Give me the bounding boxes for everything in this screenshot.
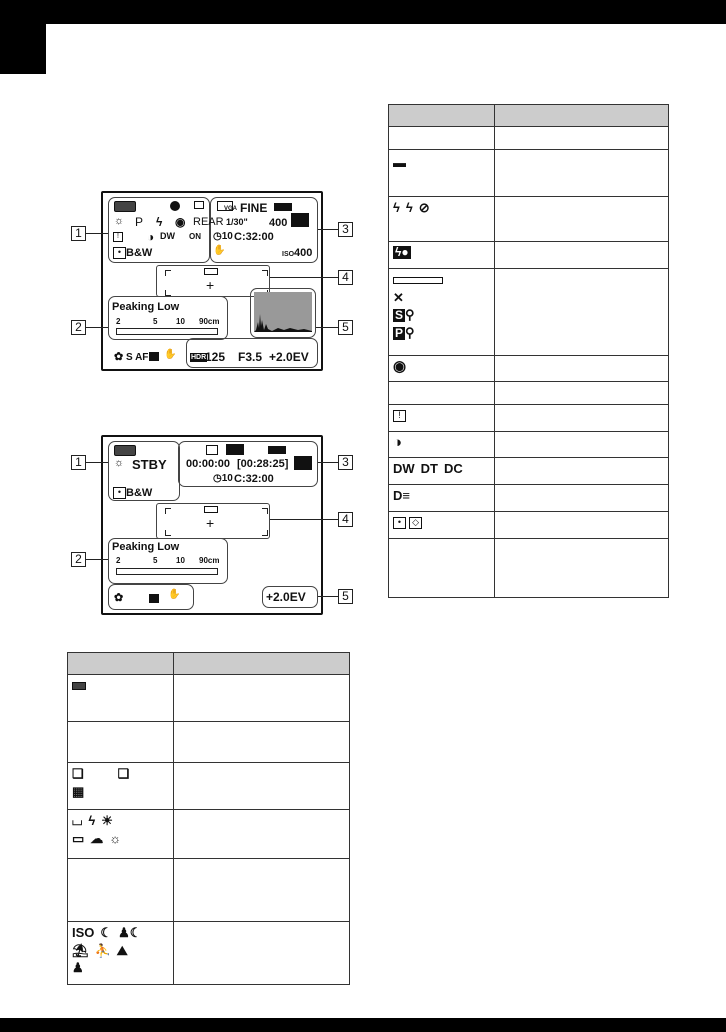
af-illuminator-icon: D≡ (393, 488, 410, 503)
focus-scale-5: 5 (153, 556, 158, 565)
memory-card-icon (294, 456, 312, 470)
af-mode: S AF (126, 352, 149, 363)
table-row (389, 539, 669, 598)
burst-icon (194, 201, 204, 209)
burst-icon: ❏ (117, 766, 130, 781)
white-balance-icon: ☼ (114, 457, 125, 469)
page-header-bar (0, 0, 726, 24)
spot-meter-icon: • (113, 487, 126, 499)
time-recorded: 00:00:00 (186, 458, 231, 470)
color-mode-icon: DC (444, 461, 463, 476)
metering-icon: ! (113, 232, 123, 242)
table-row (389, 512, 669, 539)
film-icon: ▦ (72, 783, 85, 799)
folder-icon (274, 203, 292, 211)
display-table-left (67, 652, 350, 985)
macro-icon: ✿ (114, 592, 124, 604)
battery-icon (72, 682, 86, 690)
magnifier-icon: ⚲ (405, 307, 415, 323)
leader-line (318, 462, 338, 463)
color-mode-icon: DT (420, 461, 439, 476)
center-meter-icon: ◇ (409, 517, 422, 529)
table-row (389, 269, 669, 356)
battery-icon (114, 201, 136, 212)
red-eye-icon: ◉ (393, 358, 407, 375)
leader-line (270, 519, 338, 520)
hdr-label: HDR (191, 354, 207, 361)
white-balance-icon: ☼ (114, 215, 125, 227)
callout-3: 3 (338, 222, 353, 237)
red-eye-icon: ◉ (175, 215, 186, 229)
table-row (68, 763, 350, 810)
table-row (68, 859, 350, 922)
table-row (389, 242, 669, 269)
table-row (389, 127, 669, 150)
sharpness-icon: ! (393, 410, 406, 422)
table-header (68, 653, 350, 675)
table-row (389, 197, 669, 242)
smart-zoom-icon: S (395, 308, 404, 323)
steady-shot-warning-icon: ✋ (213, 245, 226, 256)
image-quality: FINE (240, 201, 268, 215)
table-row (389, 382, 669, 405)
flash-charge-icon: ϟ● (395, 245, 409, 259)
twilight-portrait-icon: ♟☾ (118, 925, 142, 940)
metering-mode-icon (149, 594, 159, 603)
daylight-icon: ☼ (109, 830, 122, 846)
twilight-icon: ☾ (100, 925, 113, 940)
exposure-value: +2.0EV (269, 350, 309, 364)
af-frame-corner (165, 508, 171, 514)
callout-5: 5 (338, 589, 353, 604)
contrast-icon: ◑ (147, 230, 155, 244)
callout-1: 1 (71, 455, 86, 470)
table-row (68, 722, 350, 763)
crosshair-icon: + (206, 277, 215, 293)
camera-icon: ▬ (393, 155, 406, 170)
high-sensitivity-icon: ISO (72, 925, 95, 940)
flash-icon: ϟ (393, 200, 400, 215)
leader-line (318, 229, 338, 230)
shutter-speed: 1/30" (226, 217, 248, 227)
table-row (389, 150, 669, 197)
af-frame-corner (262, 270, 268, 276)
fluorescent-icon: ▭ (72, 830, 85, 846)
record-dot-icon (170, 201, 180, 211)
table-row (68, 810, 350, 859)
table-row (389, 485, 669, 512)
leader-line (270, 277, 338, 278)
color-mode: B&W (126, 247, 153, 259)
program-mode: P (135, 215, 144, 229)
focus-scale-90: 90cm (199, 556, 220, 565)
timer-remaining: C:32:00 (234, 231, 274, 243)
film-icon (206, 445, 218, 455)
af-frame-corner (165, 290, 171, 296)
af-frame-corner (165, 270, 171, 276)
callout-2: 2 (71, 552, 86, 567)
color-mode: B&W (126, 487, 153, 499)
leader-line (316, 327, 338, 328)
exposure-value: +2.0EV (266, 590, 306, 604)
page-footer-bar (0, 1018, 726, 1032)
magnifier-icon: ⚲ (405, 324, 415, 340)
folder-icon (268, 446, 286, 454)
table-row (389, 405, 669, 432)
precision-zoom-icon: P (395, 325, 404, 340)
color-mode-icon: DW (393, 461, 415, 476)
af-frame-corner (262, 530, 268, 536)
landscape-icon: ⛰ (116, 942, 128, 958)
image-size-label: VGA (224, 206, 238, 212)
aperture-value: F3.5 (238, 350, 263, 364)
steady-shot-off-icon: ✋ (168, 589, 181, 600)
callout-5: 5 (338, 320, 353, 335)
callout-4: 4 (338, 512, 353, 527)
focus-scale-10: 10 (176, 317, 185, 326)
focus-scale-5: 5 (153, 317, 158, 326)
callout-2: 2 (71, 320, 86, 335)
iso-value: 400 (294, 247, 313, 259)
focus-scale-2: 2 (116, 556, 121, 565)
self-timer-icon: ◷10 (213, 473, 233, 484)
leader-line (86, 327, 108, 328)
table-row (68, 922, 350, 985)
movie-size-icon (226, 444, 244, 455)
focus-distance-bar (116, 568, 218, 575)
flash-sync-label: REAR (193, 216, 224, 228)
leader-line (86, 233, 108, 234)
flash-off-icon: ⊘ (418, 200, 430, 215)
zoom-scale-icon (393, 277, 443, 284)
histogram (254, 292, 312, 332)
af-range-icon (204, 268, 218, 275)
cross-icon: ✕ (393, 289, 404, 305)
callout-1: 1 (71, 226, 86, 241)
callout-3: 3 (338, 455, 353, 470)
memory-card-icon (291, 213, 309, 227)
table-row (389, 356, 669, 382)
cloudy-icon: ☁ (90, 830, 104, 846)
battery-icon (114, 445, 136, 456)
focus-scale-2: 2 (116, 317, 121, 326)
timer-remaining: C:32:00 (234, 473, 274, 485)
dro-on-label: ON (189, 232, 201, 241)
focus-scale-90: 90cm (199, 317, 220, 326)
callout-4: 4 (338, 270, 353, 285)
sport-icon: ⛹ (94, 942, 111, 958)
remaining-shots: 400 (269, 217, 288, 229)
contrast-icon: ◑ (393, 434, 403, 451)
focus-scale-10: 10 (176, 556, 185, 565)
af-frame-corner (262, 508, 268, 514)
peaking-label: Peaking Low (112, 541, 180, 553)
auto-wb-icon: ⌴ (72, 813, 83, 828)
self-timer-icon: ◷10 (213, 231, 233, 242)
histogram-graph (254, 292, 312, 332)
focus-distance-bar (116, 328, 218, 335)
soft-snap-icon: ♟ (72, 960, 84, 976)
table-row (389, 458, 669, 485)
spot-meter-icon: • (113, 247, 126, 259)
dro-icon: DW (160, 231, 175, 241)
table-row (68, 675, 350, 722)
time-remaining: [00:28:25] (237, 458, 289, 470)
flash-icon: ϟ (405, 200, 413, 215)
iso-label: ISO (282, 251, 295, 258)
flash-wb-icon: ϟ (88, 813, 96, 828)
spot-meter-icon: • (393, 517, 406, 529)
leader-line (86, 559, 108, 560)
burst-icon: ❏ (72, 766, 84, 781)
section-tab (0, 24, 46, 74)
peaking-label: Peaking Low (112, 301, 180, 313)
crosshair-icon: + (206, 515, 215, 531)
incandescent-icon: ☀ (101, 813, 113, 828)
af-range-icon (204, 506, 218, 513)
leader-line (318, 596, 338, 597)
standby-label: STBY (132, 457, 167, 472)
table-row (389, 432, 669, 458)
macro-icon: ✿ (114, 351, 124, 363)
table-header (389, 105, 669, 127)
af-frame-corner (165, 530, 171, 536)
shutter-value: 125 (205, 350, 226, 364)
flash-icon: ϟ (156, 215, 163, 229)
display-table-right (388, 104, 669, 598)
steady-shot-off-icon: ✋ (164, 349, 177, 360)
beach-icon: ⛱ (72, 942, 89, 958)
leader-line (86, 462, 108, 463)
metering-mode-icon (149, 352, 159, 361)
